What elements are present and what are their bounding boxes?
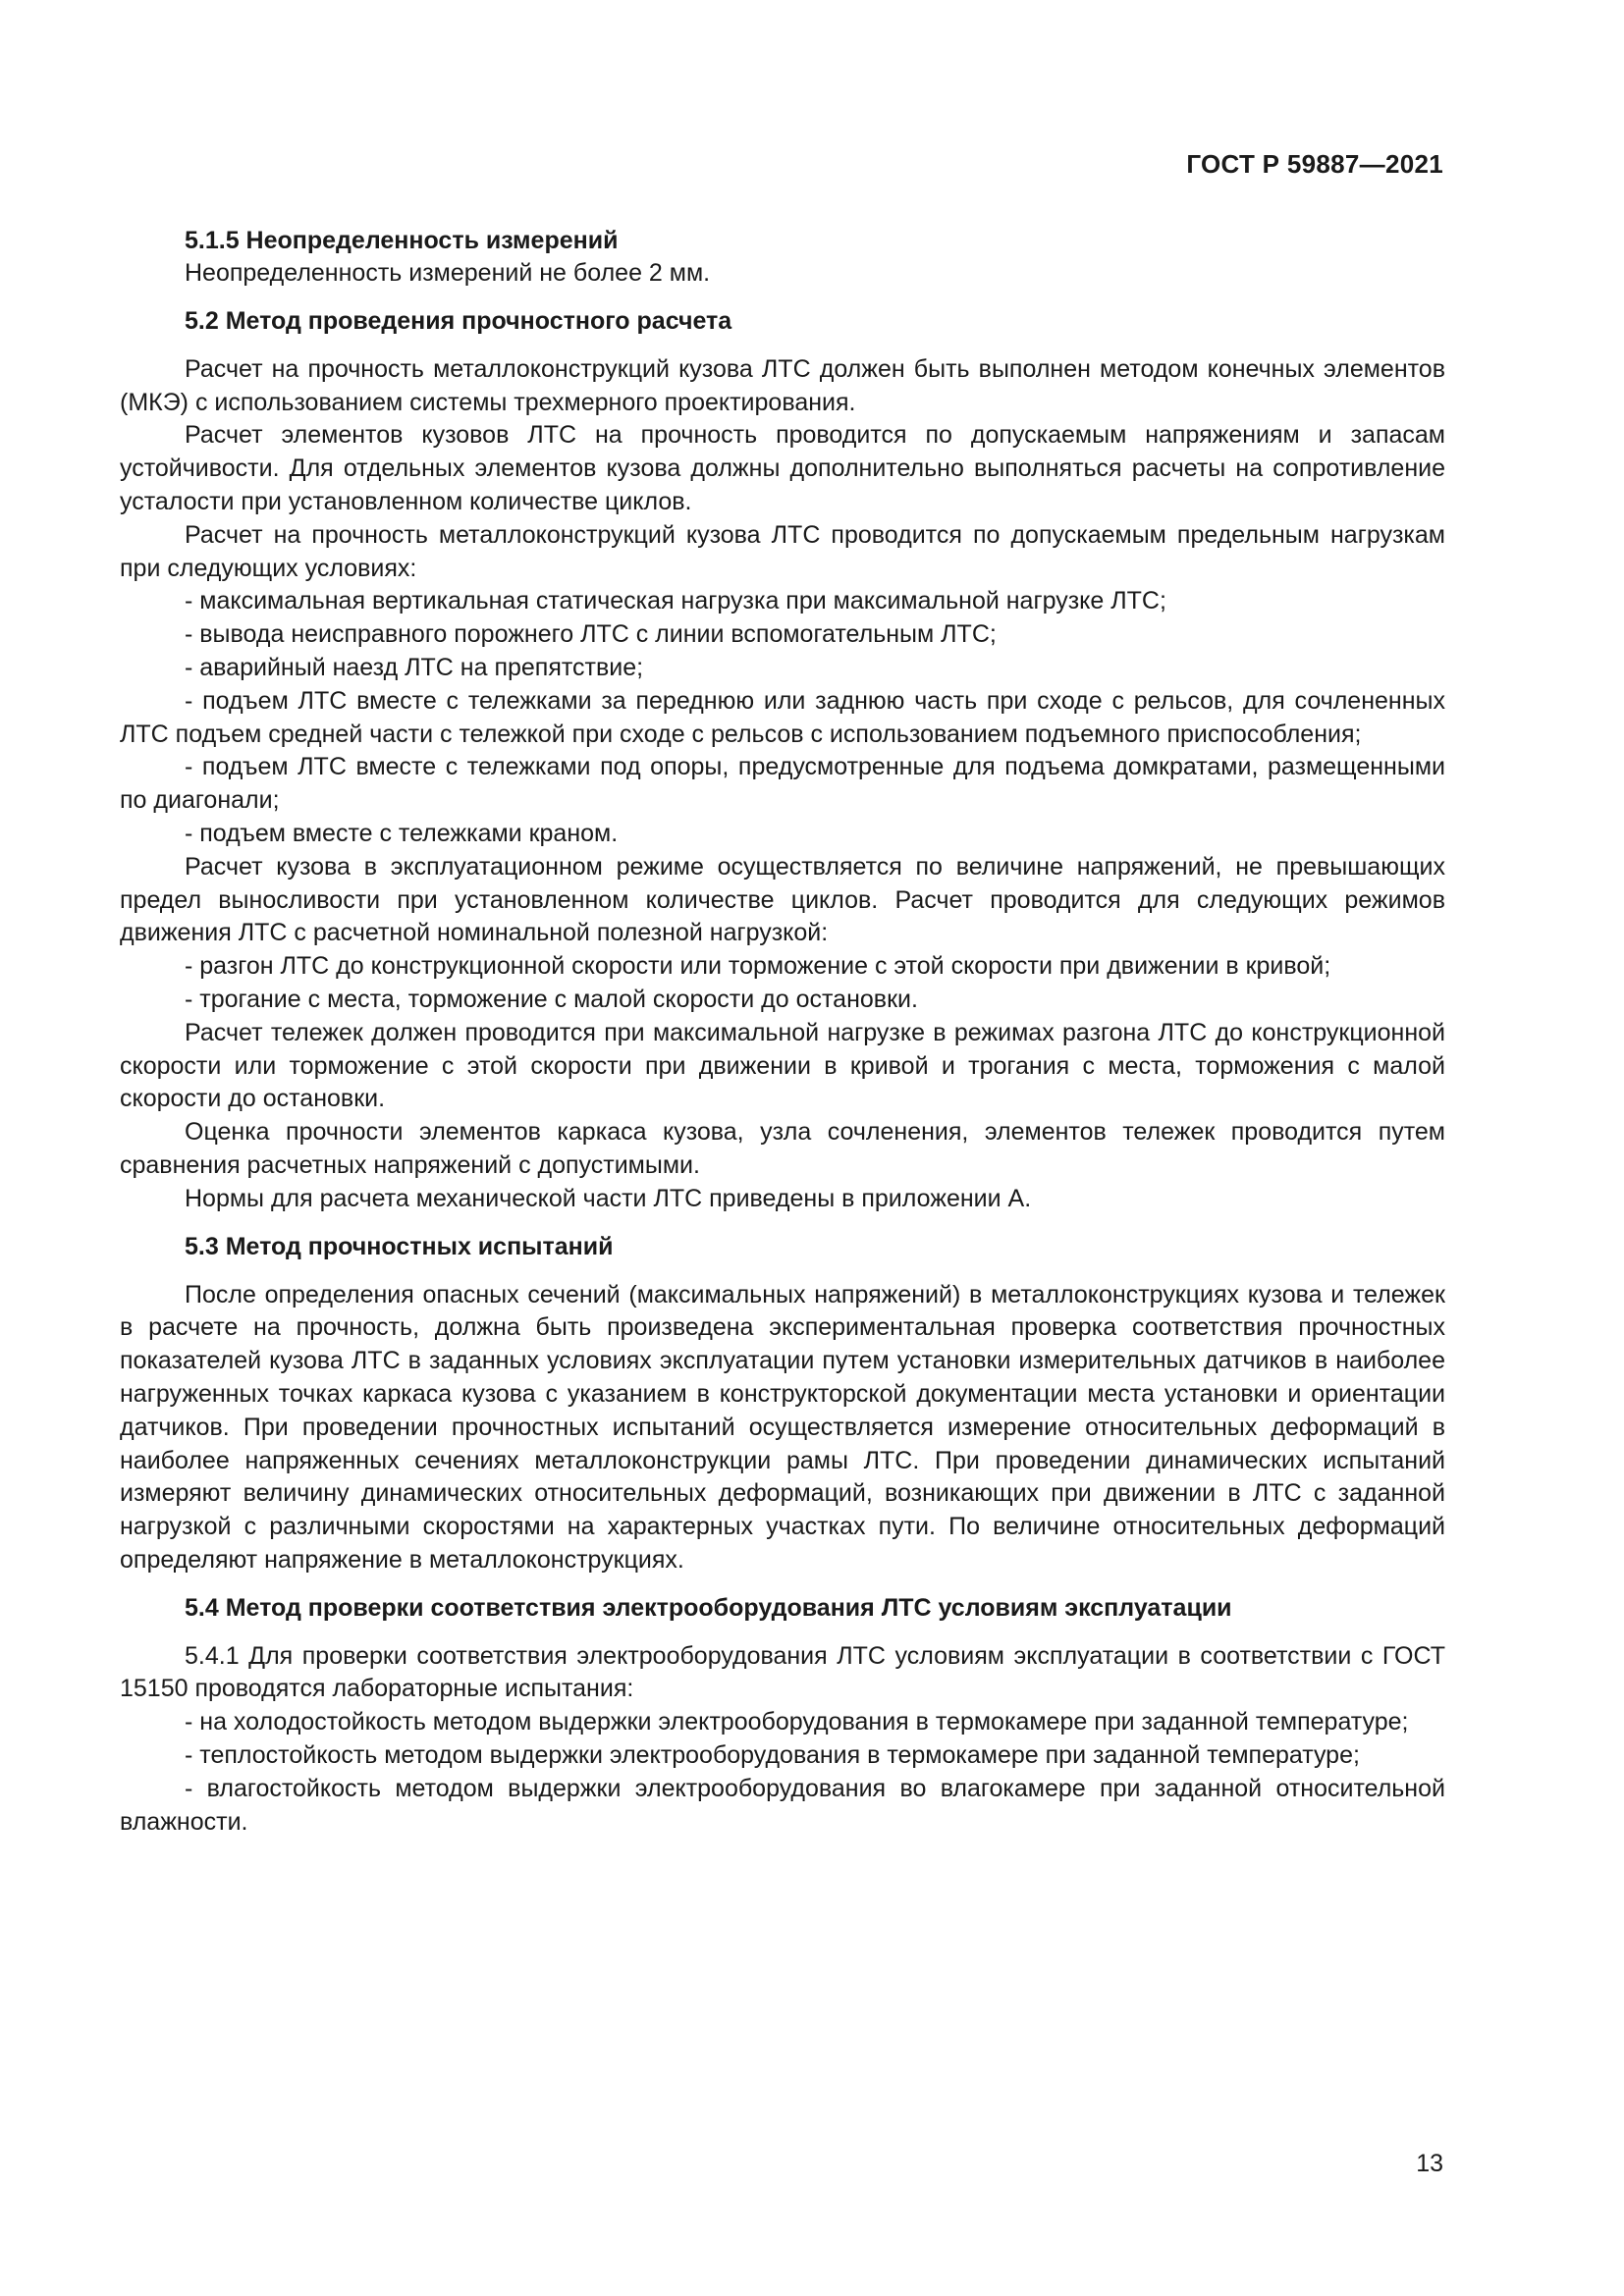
list-item: - максимальная вертикальная статическая нагрузка при максимальной нагрузке ЛТС;: [185, 587, 1166, 615]
list-item: - подъем ЛТС вместе с тележками под опоры, предусмотренные для подъема домкратами, размещенными по диагонали;: [120, 753, 1445, 815]
section-heading: 5.1.5 Неопределенность измерений: [185, 227, 619, 254]
document-body: [120, 224, 1445, 1839]
list-item: - разгон ЛТС до конструкционной скорости или торможение с этой скорости при движении в кривой;: [185, 952, 1331, 981]
paragraph: Неопределенность измерений не более 2 мм.: [185, 259, 711, 287]
list-item: - на холодостойкость методом выдержки электрооборудования в термокамере при заданной температуре;: [185, 1708, 1409, 1736]
paragraph: Нормы для расчета механической части ЛТС приведены в приложении А.: [185, 1184, 1032, 1212]
list-item: - подъем ЛТС вместе с тележками за переднюю или заднюю часть при сходе с рельсов, для сочлененных ЛТС подъем средней части с тележкой при сходе с рельсов с использованием подъемного приспособления;: [120, 686, 1445, 748]
list-item: - трогание с места, торможение с малой скорости до остановки.: [185, 985, 918, 1013]
list-item: - теплостойкость методом выдержки электрооборудования в термокамере при заданной температуре;: [185, 1741, 1360, 1770]
list-item: - вывода неисправного порожнего ЛТС с линии вспомогательным ЛТС;: [185, 620, 997, 649]
paragraph: Расчет тележек должен проводится при максимальной нагрузке в режимах разгона ЛТС до конструкционной скорости или торможение с этой скорости при движении в кривой и трогания с места, торможения с малой скорости до остановки.: [120, 1018, 1445, 1113]
paragraph: Расчет на прочность металлоконструкций кузова ЛТС должен быть выполнен методом конечных элементов (МКЭ) с использованием системы трехмерного проектирования.: [120, 354, 1445, 416]
paragraph: Расчет элементов кузовов ЛТС на прочность проводится по допускаемым напряжениям и запасам устойчивости. Для отдельных элементов кузова должны дополнительно выполняться расчеты на сопротивление усталости при установленном количестве циклов.: [120, 421, 1445, 515]
section-heading: 5.3 Метод прочностных испытаний: [185, 1232, 614, 1260]
document-id: ГОСТ Р 59887—2021: [1186, 149, 1443, 179]
section-heading: 5.4 Метод проверки соответствия электрооборудования ЛТС условиям эксплуатации: [185, 1593, 1232, 1622]
paragraph: После определения опасных сечений (максимальных напряжений) в металлоконструкциях кузова и тележек в расчете на прочность, должна быть произведена экспериментальная проверка соответствия прочностных показателей кузова ЛТС в заданных условиях эксплуатации путем установки измерительных датчиков в наиболее нагруженных точках каркаса кузова с указанием в конструкторской документации места установки и ориентации датчиков. При проведении прочностных испытаний осуществляется измерение относительных деформаций в наиболее напряженных сечениях металлоконструкции рамы ЛТС. При проведении динамических испытаний измеряют величину динамических относительных деформаций, возникающих при движении в ЛТС с заданной нагрузкой с различными скоростями на характерных участках пути. По величине относительных деформаций определяют напряжение в металлоконструкциях.: [120, 1280, 1445, 1574]
list-item: - влагостойкость методом выдержки электрооборудования во влагокамере при заданной относительной влажности.: [120, 1774, 1445, 1836]
paragraph: Оценка прочности элементов каркаса кузова, узла сочленения, элементов тележек проводится путем сравнения расчетных напряжений с допустимыми.: [120, 1118, 1445, 1179]
list-item: - аварийный наезд ЛТС на препятствие;: [185, 653, 644, 681]
page-number: 13: [1416, 2150, 1443, 2177]
list-item: - подъем вместе с тележками краном.: [185, 819, 619, 847]
paragraph: Расчет кузова в эксплуатационном режиме осуществляется по величине напряжений, не превышающих предел выносливости при установленном количестве циклов. Расчет проводится для следующих режимов движения ЛТС с расчетной номинальной полезной нагрузкой:: [120, 852, 1445, 947]
section-heading: 5.2 Метод проведения прочностного расчета: [185, 306, 732, 335]
paragraph: Расчет на прочность металлоконструкций кузова ЛТС проводится по допускаемым предельным нагрузкам при следующих условиях:: [120, 520, 1445, 582]
paragraph: 5.4.1 Для проверки соответствия электрооборудования ЛТС условиям эксплуатации в соответствии с ГОСТ 15150 проводятся лабораторные испытания:: [120, 1641, 1445, 1703]
